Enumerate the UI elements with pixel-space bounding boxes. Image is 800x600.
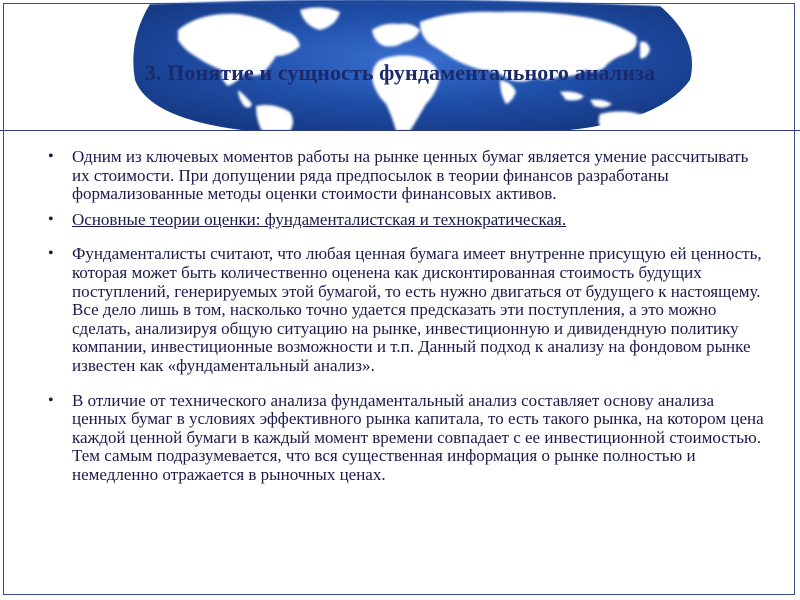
bullet-item xyxy=(48,148,768,204)
slide-content xyxy=(48,148,768,485)
bullet-marker: • xyxy=(48,210,54,228)
bullet-text: Одним из ключевых моментов работы на рынке ценных бумаг является умение рассчитывать их стоимости. При допущении ряда предпосылок в теории финансов разработаны формализованные методы оценки стоимости финансовых активов. xyxy=(72,147,749,204)
bullet-text: Фундаменталисты считают, что любая ценная бумага имеет внутренне присущую ей ценность, которая может быть количественно оценена как дисконтированная стоимость будущих поступлений, генерируемых этой бумагой, то есть нужно двигаться от будущего к настоящему. Все дело лишь в том, насколько точно удается предсказать эти поступления, а это можно сделать, анализируя общую ситуацию на рынке, инвестиционную и дивидендную политику компании, инвестиционные возможности и т.п. Данный подход к анализу на фондовом рынке известен как «фундаментальный анализ». xyxy=(72,244,762,375)
bullet-marker: • xyxy=(48,391,54,409)
slide-title: 3. Понятие и сущность фундаментального анализа xyxy=(144,60,656,85)
bullet-text: В отличие от технического анализа фундаментальный анализ составляет основу анализа ценных бумаг в условиях эффективного рынка капитала, то есть такого рынка, на котором цена каждой ценной бумаги в каждый момент времени совпадает с ее инвестиционной стоимостью. Тем самым подразумевается, что вся существенная информация о рынке полностью и немедленно отражается в рыночных ценах. xyxy=(72,390,764,484)
bullet-text-underlined: Основные теории оценки: фундаменталистская и технократическая. xyxy=(72,209,567,229)
bullet-item xyxy=(48,392,768,485)
bullet-item xyxy=(48,245,768,375)
bullet-marker: • xyxy=(48,148,54,165)
bullet-item xyxy=(48,211,768,230)
bullet-marker: • xyxy=(48,245,54,263)
